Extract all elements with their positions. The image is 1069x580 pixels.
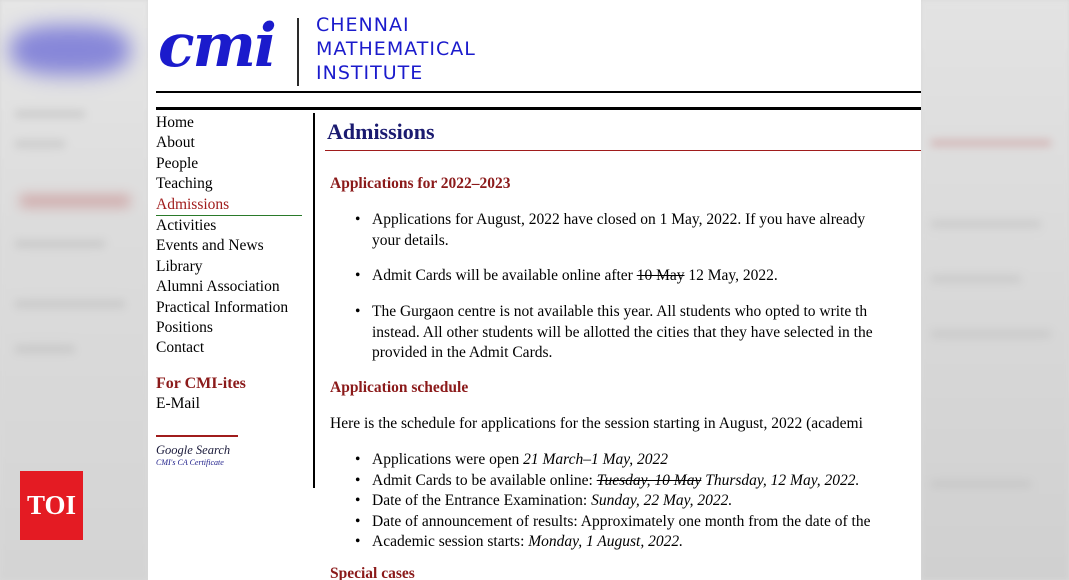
nav-events-and-news[interactable]: Events and News <box>156 237 264 255</box>
applications-list <box>355 266 921 287</box>
list-item <box>355 491 921 512</box>
list-item <box>355 302 921 364</box>
blur-line <box>931 220 1041 228</box>
page-title: Admissions <box>327 119 435 144</box>
applications-list <box>355 210 921 251</box>
list-item-text: Admit Cards to be available online: <box>372 471 597 489</box>
struck-date: 10 May <box>636 267 685 284</box>
webpage <box>148 0 921 580</box>
blur-line <box>15 240 105 248</box>
nav-positions[interactable]: Positions <box>156 319 213 337</box>
sidebar-divider <box>313 113 315 488</box>
title-rule <box>325 150 921 151</box>
institute-name-line: MATHEMATICAL <box>316 38 476 60</box>
list-item-text: Applications for August, 2022 have closed on 1 May, 2022. If you have already <box>372 211 866 228</box>
nav-activities[interactable]: Activities <box>156 217 217 235</box>
sidebar <box>156 113 316 467</box>
schedule-value: Sunday, 22 May, 2022. <box>591 492 733 509</box>
list-item-text: 12 May, 2022. <box>684 267 778 284</box>
list-item <box>355 266 921 287</box>
list-item <box>355 210 921 251</box>
blur-line <box>15 345 75 353</box>
list-item-text: your details. <box>372 231 449 249</box>
nav-teaching[interactable]: Teaching <box>156 175 213 193</box>
blur-line <box>931 330 1051 338</box>
nav-home[interactable]: Home <box>156 114 194 131</box>
blur-line <box>15 110 85 118</box>
list-item-text: Academic session starts: <box>372 533 529 550</box>
sidebar-nav <box>156 113 316 359</box>
list-item <box>355 512 921 533</box>
list-item-text: provided in the Admit Cards. <box>372 344 553 361</box>
ca-certificate-link[interactable]: CMI's CA Certificate <box>156 457 224 467</box>
list-item-text: The Gurgaon centre is not available this year. All students who opted to write th <box>372 303 868 320</box>
schedule-intro: Here is the schedule for applications for the session starting in August, 2022 (academi <box>330 415 863 432</box>
header-rule <box>156 107 921 110</box>
blurred-highlight <box>20 195 130 207</box>
schedule-list <box>355 450 921 553</box>
blurred-background-right <box>921 0 1069 580</box>
list-item-text: instead. All other students will be allotted the cities that they have selected in the <box>372 323 873 341</box>
nav-admissions[interactable]: Admissions <box>156 195 302 216</box>
blurred-highlight <box>931 140 1051 146</box>
nav-alumni-association[interactable]: Alumni Association <box>156 278 280 296</box>
list-item <box>355 450 921 471</box>
google-search-link[interactable]: Google Search <box>156 442 231 457</box>
list-item <box>355 471 921 492</box>
nav-library[interactable]: Library <box>156 257 203 275</box>
nav-people[interactable]: People <box>156 154 199 172</box>
institute-name-line: INSTITUTE <box>316 62 424 84</box>
cmi-ites-heading: For CMI-ites <box>156 374 246 392</box>
section-heading-schedule: Application schedule <box>330 379 469 396</box>
toi-logo: TOI <box>20 471 83 540</box>
blur-line <box>931 275 1021 283</box>
cmi-logo-mark: cmi <box>158 11 275 81</box>
sidebar-rule <box>156 435 238 437</box>
blur-line <box>15 300 125 308</box>
institute-name-line: CHENNAI <box>316 14 410 36</box>
email-link[interactable]: E-Mail <box>156 394 200 412</box>
nav-practical-information[interactable]: Practical Information <box>156 298 289 316</box>
schedule-value: Monday, 1 August, 2022. <box>528 533 683 550</box>
institute-name <box>316 13 536 85</box>
list-item-text: Date of announcement of results: Approximately one month from the date of the <box>372 512 871 530</box>
blur-line <box>15 140 65 148</box>
applications-list <box>355 302 921 364</box>
schedule-value: Thursday, 12 May, 2022. <box>701 471 860 489</box>
struck-date: Tuesday, 10 May <box>596 471 702 489</box>
schedule-value: 21 March–1 May, 2022 <box>523 451 669 468</box>
list-item-text: Date of the Entrance Examination: <box>372 492 592 509</box>
list-item <box>355 532 921 553</box>
logo-divider <box>297 18 299 86</box>
nav-about[interactable]: About <box>156 134 195 152</box>
header-rule <box>156 91 921 93</box>
main-content <box>325 113 921 580</box>
blurred-logo <box>10 25 130 75</box>
section-heading-applications: Applications for 2022–2023 <box>330 175 511 192</box>
section-heading-special-cases: Special cases <box>330 565 415 580</box>
list-item-text: Admit Cards will be available online after <box>372 267 637 284</box>
nav-contact[interactable]: Contact <box>156 339 205 357</box>
blur-line <box>931 480 1031 488</box>
list-item-text: Applications were open <box>372 451 524 468</box>
